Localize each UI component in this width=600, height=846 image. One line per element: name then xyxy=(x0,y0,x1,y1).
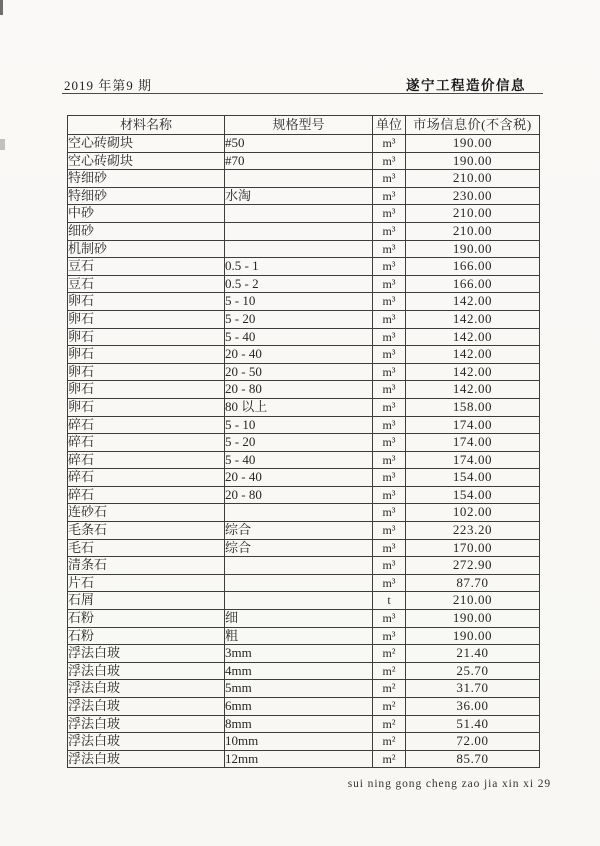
table-row xyxy=(68,486,540,504)
table-row xyxy=(68,592,540,610)
price-cell: 190.00 xyxy=(406,152,540,170)
col-header-price: 市场信息价(不含税) xyxy=(406,116,540,135)
price-cell: 230.00 xyxy=(406,187,540,205)
spec-cell: #70 xyxy=(225,152,373,170)
unit-cell: m² xyxy=(373,680,406,698)
price-cell: 154.00 xyxy=(406,486,540,504)
price-cell: 223.20 xyxy=(406,522,540,540)
price-cell: 210.00 xyxy=(406,222,540,240)
price-cell: 166.00 xyxy=(406,258,540,276)
table-row xyxy=(68,662,540,680)
spec-cell: 20 - 80 xyxy=(225,381,373,399)
spec-cell: 20 - 40 xyxy=(225,346,373,364)
spec-cell: 5 - 10 xyxy=(225,416,373,434)
unit-cell: m³ xyxy=(373,328,406,346)
unit-cell: m² xyxy=(373,733,406,751)
issue-label: 2019 年第9 期 xyxy=(64,78,153,93)
material-cell: 碎石 xyxy=(68,451,225,469)
table-row xyxy=(68,574,540,592)
spec-cell xyxy=(225,170,373,188)
material-cell: 碎石 xyxy=(68,416,225,434)
spec-cell: 综合 xyxy=(225,522,373,540)
unit-cell: m³ xyxy=(373,135,406,153)
material-cell: 浮法白玻 xyxy=(68,715,225,733)
unit-cell: m² xyxy=(373,750,406,768)
material-cell: 石粉 xyxy=(68,610,225,628)
table-row xyxy=(68,522,540,540)
unit-cell: m³ xyxy=(373,363,406,381)
scan-artifact-top-left xyxy=(0,0,3,15)
price-cell: 142.00 xyxy=(406,328,540,346)
unit-cell: m³ xyxy=(373,557,406,575)
spec-cell: 综合 xyxy=(225,539,373,557)
table-row xyxy=(68,645,540,663)
price-cell: 142.00 xyxy=(406,381,540,399)
material-cell: 卵石 xyxy=(68,363,225,381)
price-cell: 170.00 xyxy=(406,539,540,557)
table-row xyxy=(68,416,540,434)
spec-cell: 5 - 20 xyxy=(225,434,373,452)
price-cell: 72.00 xyxy=(406,733,540,751)
table-row xyxy=(68,310,540,328)
table-row xyxy=(68,434,540,452)
material-cell: 豆石 xyxy=(68,275,225,293)
spec-cell xyxy=(225,504,373,522)
material-cell: 浮法白玻 xyxy=(68,680,225,698)
price-cell: 31.70 xyxy=(406,680,540,698)
unit-cell: m³ xyxy=(373,258,406,276)
unit-cell: m³ xyxy=(373,416,406,434)
spec-cell: 5 - 40 xyxy=(225,451,373,469)
material-cell: 碎石 xyxy=(68,469,225,487)
unit-cell: m³ xyxy=(373,152,406,170)
unit-cell: m³ xyxy=(373,610,406,628)
price-cell: 51.40 xyxy=(406,715,540,733)
material-cell: 空心砖砌块 xyxy=(68,152,225,170)
spec-cell: 80 以上 xyxy=(225,398,373,416)
spec-cell: 细 xyxy=(225,610,373,628)
materials-table-body xyxy=(68,135,540,768)
table-row xyxy=(68,258,540,276)
spec-cell: 0.5 - 1 xyxy=(225,258,373,276)
unit-cell: m² xyxy=(373,698,406,716)
table-row xyxy=(68,275,540,293)
material-cell: 浮法白玻 xyxy=(68,698,225,716)
table-row xyxy=(68,346,540,364)
table-row xyxy=(68,469,540,487)
spec-cell: 水淘 xyxy=(225,187,373,205)
spec-cell: 5 - 10 xyxy=(225,293,373,311)
table-row xyxy=(68,539,540,557)
unit-cell: m³ xyxy=(373,293,406,311)
material-cell: 中砂 xyxy=(68,205,225,223)
table-header-row xyxy=(68,116,540,135)
unit-cell: m³ xyxy=(373,187,406,205)
unit-cell: m³ xyxy=(373,275,406,293)
material-cell: 卵石 xyxy=(68,398,225,416)
table-row xyxy=(68,187,540,205)
spec-cell: 5 - 20 xyxy=(225,310,373,328)
material-cell: 细砂 xyxy=(68,222,225,240)
material-cell: 卵石 xyxy=(68,381,225,399)
spec-cell: #50 xyxy=(225,135,373,153)
spec-cell: 粗 xyxy=(225,627,373,645)
table-row xyxy=(68,381,540,399)
material-cell: 毛条石 xyxy=(68,522,225,540)
table-row xyxy=(68,504,540,522)
page-header xyxy=(64,74,542,94)
unit-cell: m³ xyxy=(373,381,406,399)
material-cell: 浮法白玻 xyxy=(68,662,225,680)
material-cell: 空心砖砌块 xyxy=(68,135,225,153)
price-cell: 190.00 xyxy=(406,240,540,258)
table-row xyxy=(68,557,540,575)
price-cell: 85.70 xyxy=(406,750,540,768)
price-cell: 142.00 xyxy=(406,310,540,328)
unit-cell: m³ xyxy=(373,504,406,522)
material-cell: 浮法白玻 xyxy=(68,733,225,751)
unit-cell: m³ xyxy=(373,574,406,592)
price-cell: 142.00 xyxy=(406,346,540,364)
material-cell: 石粉 xyxy=(68,627,225,645)
price-cell: 174.00 xyxy=(406,416,540,434)
spec-cell: 6mm xyxy=(225,698,373,716)
table-row xyxy=(68,610,540,628)
price-cell: 190.00 xyxy=(406,627,540,645)
price-cell: 158.00 xyxy=(406,398,540,416)
spec-cell: 12mm xyxy=(225,750,373,768)
price-cell: 154.00 xyxy=(406,469,540,487)
spec-cell: 0.5 - 2 xyxy=(225,275,373,293)
material-cell: 浮法白玻 xyxy=(68,750,225,768)
material-cell: 特细砂 xyxy=(68,170,225,188)
price-cell: 190.00 xyxy=(406,135,540,153)
material-cell: 碎石 xyxy=(68,486,225,504)
table-row xyxy=(68,698,540,716)
table-row xyxy=(68,222,540,240)
material-cell: 卵石 xyxy=(68,310,225,328)
unit-cell: m³ xyxy=(373,469,406,487)
materials-price-table xyxy=(67,115,540,768)
spec-cell: 10mm xyxy=(225,733,373,751)
unit-cell: m³ xyxy=(373,346,406,364)
table-row xyxy=(68,715,540,733)
unit-cell: m³ xyxy=(373,451,406,469)
table-row xyxy=(68,451,540,469)
spec-cell xyxy=(225,240,373,258)
price-cell: 142.00 xyxy=(406,363,540,381)
price-cell: 142.00 xyxy=(406,293,540,311)
scan-artifact-left-edge xyxy=(0,139,5,150)
price-cell: 174.00 xyxy=(406,434,540,452)
unit-cell: m³ xyxy=(373,434,406,452)
price-cell: 102.00 xyxy=(406,504,540,522)
spec-cell: 3mm xyxy=(225,645,373,663)
material-cell: 豆石 xyxy=(68,258,225,276)
table-row xyxy=(68,733,540,751)
material-cell: 浮法白玻 xyxy=(68,645,225,663)
price-cell: 210.00 xyxy=(406,592,540,610)
spec-cell: 20 - 40 xyxy=(225,469,373,487)
page-footer: sui ning gong cheng zao jia xin xi 29 xyxy=(347,778,551,790)
spec-cell: 8mm xyxy=(225,715,373,733)
price-cell: 210.00 xyxy=(406,170,540,188)
spec-cell: 20 - 50 xyxy=(225,363,373,381)
journal-title: 遂宁工程造价信息 xyxy=(406,78,526,93)
material-cell: 卵石 xyxy=(68,346,225,364)
material-cell: 卵石 xyxy=(68,293,225,311)
price-cell: 166.00 xyxy=(406,275,540,293)
material-cell: 片石 xyxy=(68,574,225,592)
col-header-material: 材料名称 xyxy=(68,116,225,135)
spec-cell xyxy=(225,557,373,575)
table-row xyxy=(68,205,540,223)
price-cell: 87.70 xyxy=(406,574,540,592)
unit-cell: m³ xyxy=(373,240,406,258)
table-row xyxy=(68,680,540,698)
table-row xyxy=(68,398,540,416)
material-cell: 清条石 xyxy=(68,557,225,575)
col-header-unit: 单位 xyxy=(373,116,406,135)
header-rule xyxy=(62,93,543,94)
material-cell: 连砂石 xyxy=(68,504,225,522)
table-row xyxy=(68,170,540,188)
unit-cell: m³ xyxy=(373,170,406,188)
material-cell: 碎石 xyxy=(68,434,225,452)
col-header-spec: 规格型号 xyxy=(225,116,373,135)
material-cell: 卵石 xyxy=(68,328,225,346)
spec-cell: 5mm xyxy=(225,680,373,698)
price-cell: 210.00 xyxy=(406,205,540,223)
table-row xyxy=(68,750,540,768)
spec-cell: 4mm xyxy=(225,662,373,680)
table-row xyxy=(68,293,540,311)
price-cell: 272.90 xyxy=(406,557,540,575)
price-cell: 36.00 xyxy=(406,698,540,716)
table-row xyxy=(68,363,540,381)
spec-cell xyxy=(225,222,373,240)
spec-cell xyxy=(225,592,373,610)
unit-cell: m³ xyxy=(373,310,406,328)
unit-cell: m³ xyxy=(373,205,406,223)
table-row xyxy=(68,627,540,645)
material-cell: 机制砂 xyxy=(68,240,225,258)
unit-cell: m² xyxy=(373,715,406,733)
price-cell: 190.00 xyxy=(406,610,540,628)
price-cell: 25.70 xyxy=(406,662,540,680)
unit-cell: m³ xyxy=(373,486,406,504)
price-cell: 174.00 xyxy=(406,451,540,469)
spec-cell xyxy=(225,205,373,223)
spec-cell: 5 - 40 xyxy=(225,328,373,346)
unit-cell: m³ xyxy=(373,627,406,645)
table-row xyxy=(68,328,540,346)
spec-cell xyxy=(225,574,373,592)
unit-cell: m³ xyxy=(373,398,406,416)
material-cell: 石屑 xyxy=(68,592,225,610)
table-row xyxy=(68,240,540,258)
price-cell: 21.40 xyxy=(406,645,540,663)
unit-cell: m³ xyxy=(373,222,406,240)
unit-cell: m² xyxy=(373,645,406,663)
material-cell: 毛石 xyxy=(68,539,225,557)
material-cell: 特细砂 xyxy=(68,187,225,205)
spec-cell: 20 - 80 xyxy=(225,486,373,504)
table-row xyxy=(68,152,540,170)
table-row xyxy=(68,135,540,153)
unit-cell: m² xyxy=(373,662,406,680)
unit-cell: m³ xyxy=(373,539,406,557)
unit-cell: m³ xyxy=(373,522,406,540)
unit-cell: t xyxy=(373,592,406,610)
